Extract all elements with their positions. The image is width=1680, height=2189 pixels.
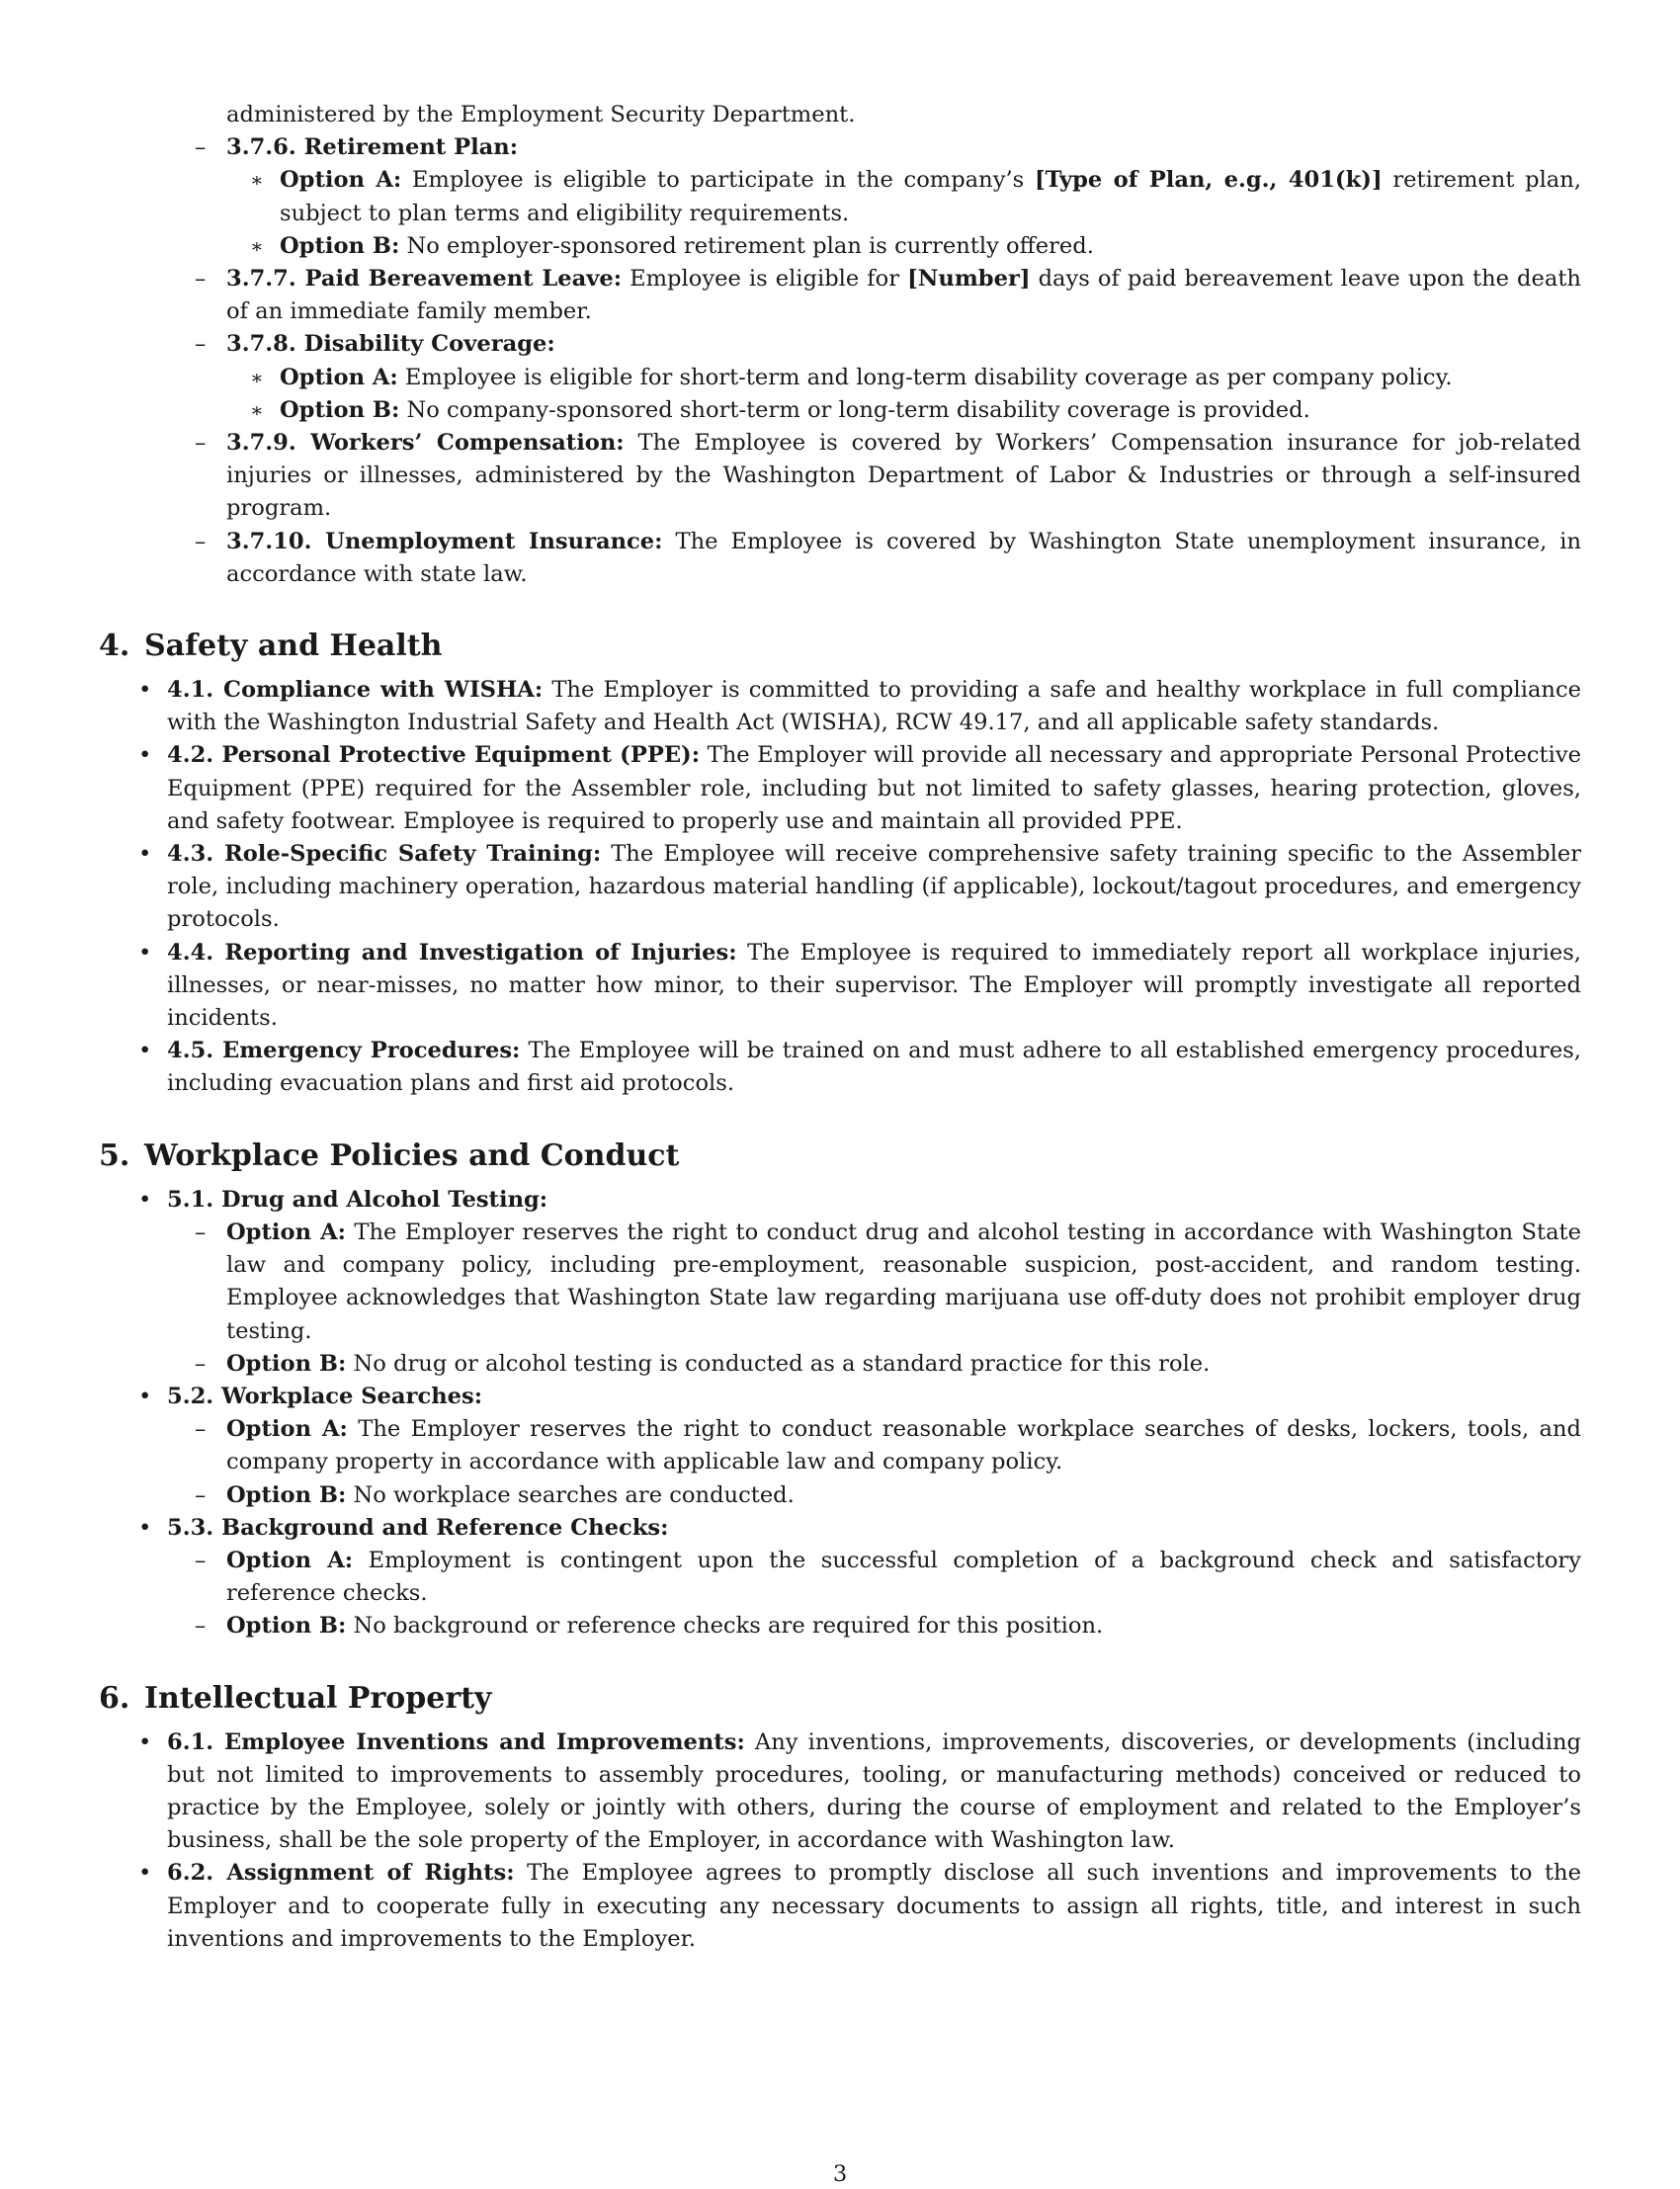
- dash-marker: –: [195, 1219, 207, 1245]
- section-heading-6: 6. Intellectual Property: [99, 1680, 492, 1716]
- bullet-marker: •: [138, 742, 152, 769]
- dash-marker: –: [195, 1416, 207, 1443]
- dash-marker: –: [195, 266, 207, 293]
- bullet-marker: •: [138, 1038, 152, 1064]
- dash-marker: –: [195, 430, 207, 457]
- option-b-3-7-6: ∗ Option B: No employer-sponsored retirement plan is currently offered.: [99, 230, 1581, 263]
- star-marker: ∗: [250, 168, 264, 193]
- option-a-5-1: – Option A: The Employer reserves the right to conduct drug and alcohol testing in accordance with Washington State law and company policy, including pre-employment, reasonable suspicion, post-accident, and random testing. Employee acknowledges that Washington State law regarding marijuana use off-duty does not prohibit employer drug testing.: [99, 1217, 1581, 1348]
- item-4-2: • 4.2. Personal Protective Equipment (PPE): The Employer will provide all necessary and appropriate Personal Protective Equipment (PPE) required for the Assembler role, including but not limited to safety glasses, hearing protection, gloves, and safety footwear. Employee is required to properly use and maintain all provided PPE.: [99, 739, 1581, 838]
- bullet-marker: •: [138, 1728, 152, 1755]
- dash-marker: –: [195, 528, 207, 554]
- option-b-5-2: – Option B: No workplace searches are conducted.: [99, 1479, 1581, 1512]
- dash-marker: –: [195, 331, 207, 358]
- bullet-marker: •: [138, 939, 152, 966]
- option-b-5-3: – Option B: No background or reference checks are required for this position.: [99, 1610, 1581, 1642]
- item-4-3: • 4.3. Role-Specific Safety Training: The Employee will receive comprehensive safety training specific to the Assembler role, including machinery operation, hazardous material handling (if applicable), lockout/tagout procedures, and emergency protocols.: [99, 838, 1581, 937]
- item-6-2: • 6.2. Assignment of Rights: The Employee agrees to promptly disclose all such inventions and improvements to the Employer and to cooperate fully in executing any necessary documents to assign all rights, title, and interest in such inventions and improvements to the Employer.: [99, 1857, 1581, 1956]
- item-3-7-7: – 3.7.7. Paid Bereavement Leave: Employee is eligible for [Number] days of paid bereavement leave upon the death of an immediate family member.: [99, 263, 1581, 328]
- item-3-7-6: [99, 131, 1581, 164]
- bullet-marker: •: [138, 841, 152, 868]
- item-5-2: • 5.2. Workplace Searches:: [99, 1381, 1581, 1413]
- page-number: 3: [832, 2161, 848, 2187]
- dash-marker: –: [195, 1481, 207, 1508]
- item-6-1: • 6.1. Employee Inventions and Improvements: Any inventions, improvements, discoveries, or developments (including but not limited to improvements to assembly procedures, tooling, or manufacturing methods) conceived or reduced to practice by the Employee, solely or jointly with others, during the course of employment and related to the Employer’s business, shall be the sole property of the Employer, in accordance with Washington law.: [99, 1726, 1581, 1858]
- star-marker: ∗: [250, 397, 264, 422]
- section-heading-4: 4. Safety and Health: [99, 629, 443, 664]
- option-a-3-7-6: ∗ Option A: Employee is eligible to participate in the company’s [Type of Plan, e.g., 401(k)] retirement plan, subject to plan terms and eligibility requirements.: [99, 164, 1581, 229]
- bullet-marker: •: [138, 1860, 152, 1887]
- dash-marker: –: [195, 1350, 207, 1377]
- dash-marker: –: [195, 134, 207, 161]
- star-marker: ∗: [250, 365, 264, 389]
- continued-text: administered by the Employment Security Department.: [226, 102, 856, 127]
- item-3-7-8: – 3.7.8. Disability Coverage:: [99, 328, 1581, 361]
- bullet-marker: •: [138, 1383, 152, 1409]
- item-5-1: • 5.1. Drug and Alcohol Testing:: [99, 1184, 1581, 1217]
- bullet-marker: •: [138, 677, 152, 704]
- page-content: [99, 99, 1581, 1956]
- dash-marker: –: [195, 1613, 207, 1640]
- option-a-5-3: – Option A: Employment is contingent upon the successful completion of a background check and satisfactory reference checks.: [99, 1545, 1581, 1610]
- option-b-3-7-8: ∗ Option B: No company-sponsored short-term or long-term disability coverage is provided.: [99, 394, 1581, 427]
- bullet-marker: •: [138, 1514, 152, 1541]
- option-a-5-2: – Option A: The Employer reserves the right to conduct reasonable workplace searches of desks, lockers, tools, and company property in accordance with applicable law and company policy.: [99, 1413, 1581, 1478]
- option-b-5-1: – Option B: No drug or alcohol testing is conducted as a standard practice for this role.: [99, 1348, 1581, 1381]
- item-4-5: • 4.5. Emergency Procedures: The Employee will be trained on and must adhere to all established emergency procedures, including evacuation plans and first aid protocols.: [99, 1035, 1581, 1100]
- item-5-3: • 5.3. Background and Reference Checks:: [99, 1512, 1581, 1545]
- star-marker: ∗: [250, 233, 264, 258]
- item-3-7-9: – 3.7.9. Workers’ Compensation: The Employee is covered by Workers’ Compensation insurance for job-related injuries or illnesses, administered by the Washington Department of Labor & Industries or through a self-insured program.: [99, 427, 1581, 526]
- option-a-3-7-8: ∗ Option A: Employee is eligible for short-term and long-term disability coverage as per company policy.: [99, 362, 1581, 394]
- item-3-7-10: – 3.7.10. Unemployment Insurance: The Employee is covered by Washington State unemployment insurance, in accordance with state law.: [99, 526, 1581, 591]
- section-heading-5: 5. Workplace Policies and Conduct: [99, 1137, 680, 1173]
- item-label: 3.7.6. Retirement Plan:: [226, 134, 519, 161]
- dash-marker: –: [195, 1547, 207, 1573]
- item-4-1: • 4.1. Compliance with WISHA: The Employer is committed to providing a safe and healthy workplace in full compliance with the Washington Industrial Safety and Health Act (WISHA), RCW 49.17, and all applicable safety standards.: [99, 674, 1581, 739]
- bullet-marker: •: [138, 1186, 152, 1213]
- item-4-4: • 4.4. Reporting and Investigation of Injuries: The Employee is required to immediately report all workplace injuries, illnesses, or near-misses, no matter how minor, to their supervisor. The Employer will promptly investigate all reported incidents.: [99, 937, 1581, 1036]
